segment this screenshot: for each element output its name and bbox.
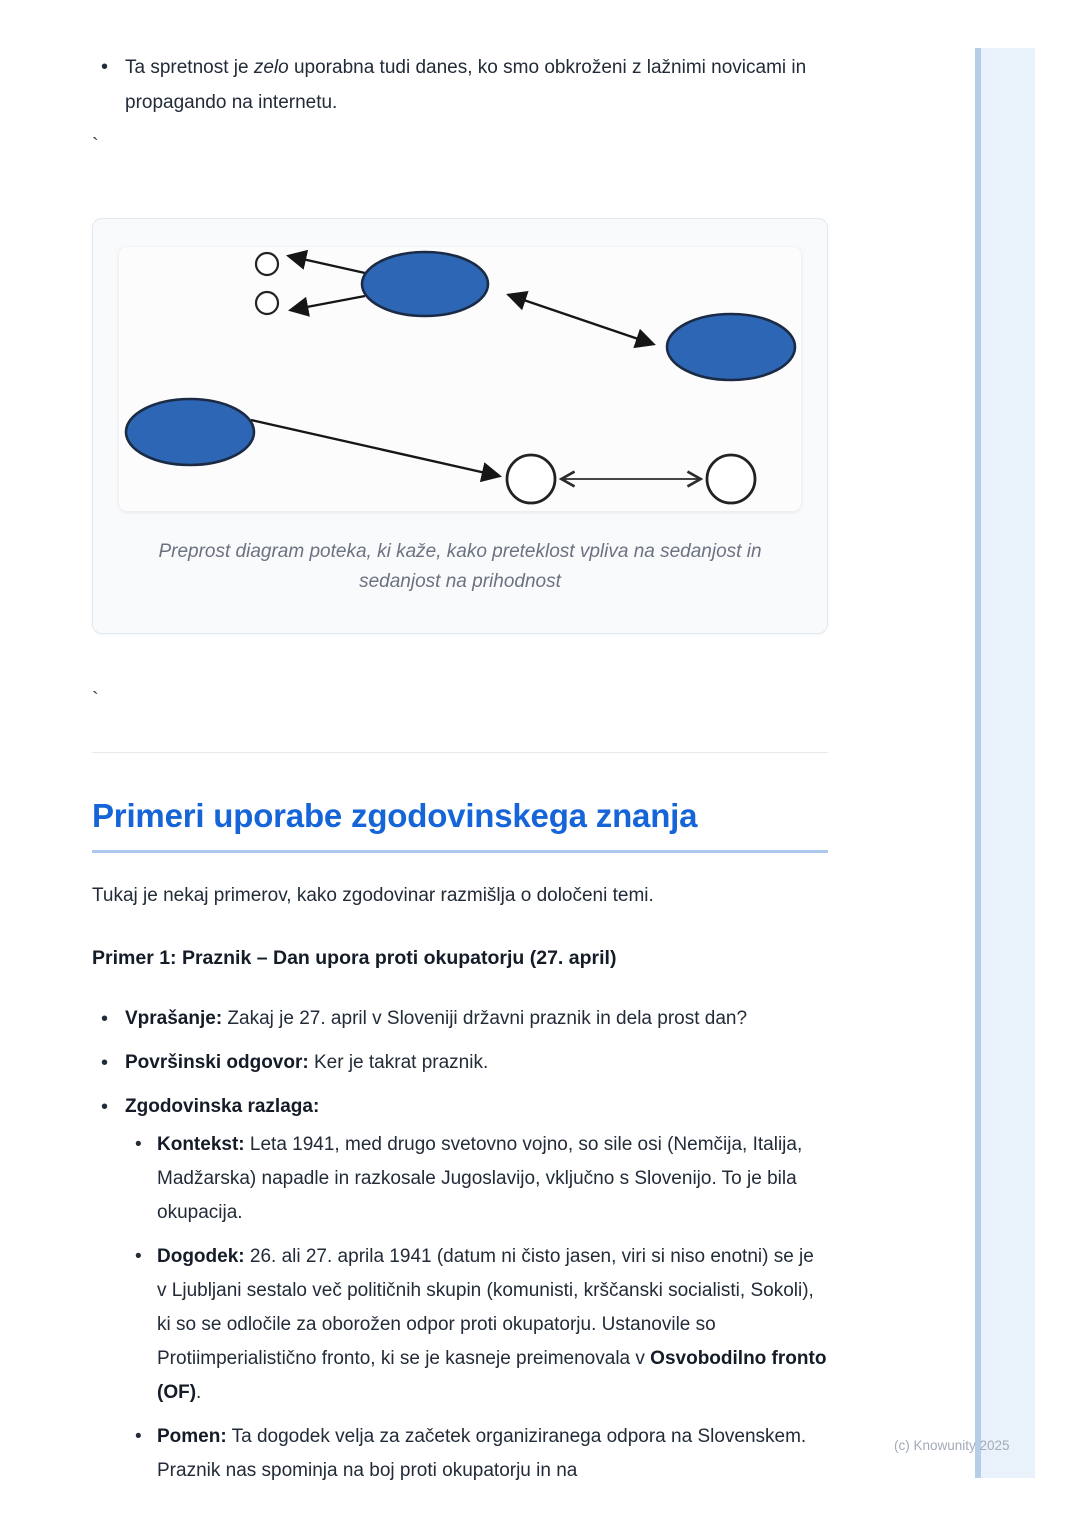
bullet-tail-after: . (196, 1382, 202, 1403)
stray-backtick: ` (92, 689, 99, 711)
intro-text-pre: Ta spretnost je (125, 57, 254, 78)
list-item-surface-answer (125, 1046, 828, 1080)
figure-caption-line1: Preprost diagram poteka, ki kaže, kako preteklost vpliva na sedanjost in (158, 541, 762, 562)
page-title: Primeri uporabe zgodovinskega znanja (92, 797, 828, 853)
copyright-text: (c) Knowunity 2025 (894, 1438, 1010, 1453)
bullet-text: Zakaj je 27. april v Sloveniji državni praznik in dela prost dan? (222, 1008, 748, 1029)
bullet-label: Pomen: (157, 1426, 227, 1447)
diagram-node-future-circle (707, 455, 755, 503)
scroll-track[interactable] (975, 48, 1035, 1478)
bullet-label: Vprašanje: (125, 1008, 223, 1029)
bullet-text: 26. ali 27. aprila 1941 (datum ni čisto jasen, viri si niso enotni) se je v Ljubljani sestalo več političnih skupin (komunisti, krščanski socialisti, Sokoli), ki so se odločile za oborožen odpor proti okupatorju. Ustanovile so Protiimperialistično fronto, ki se je kasneje preimenovala v (157, 1246, 814, 1369)
figure-card (92, 218, 828, 634)
list-item-context (157, 1128, 828, 1230)
example-bullet-list (92, 1002, 828, 1488)
bullet-text: Ker je takrat praznik. (308, 1052, 489, 1073)
figure-caption (93, 537, 827, 597)
diagram-node-small-circle-2 (256, 292, 278, 314)
intro-bullet-list (92, 50, 828, 120)
list-item-question (125, 1002, 828, 1036)
example-heading: Primer 1: Praznik – Dan upora proti okupatorju (27. april) (92, 947, 617, 969)
bullet-text: Leta 1941, med drugo svetovno vojno, so sile osi (Nemčija, Italija, Madžarska) napadle in razkosale Jugoslavijo, vključno s Slovenijo. To je bila okupacija. (157, 1134, 803, 1223)
bullet-text: Ta dogodek velja za začetek organiziranega odpora na Slovenskem. Praznik nas spominja na boj proti okupatorju in na (157, 1426, 807, 1481)
historical-explanation-sublist (125, 1128, 828, 1488)
bullet-label: Kontekst: (157, 1134, 245, 1155)
arrow-to-bottom-circle (251, 420, 499, 476)
diagram-node-past-left (126, 399, 254, 465)
figure-caption-line2: sedanjost na prihodnost (359, 571, 561, 592)
list-item-event (157, 1240, 828, 1410)
diagram-node-small-circle-1 (256, 253, 278, 275)
diagram-node-past-right (667, 314, 795, 380)
flow-diagram-svg (119, 247, 801, 511)
diagram-node-present-circle (507, 455, 555, 503)
bullet-label: Dogodek: (157, 1246, 245, 1267)
stray-backtick: ` (92, 135, 99, 157)
bullet-bold-tail: Osvobodilno fronto (OF) (157, 1348, 827, 1403)
arrow-to-circle-1 (289, 256, 365, 273)
double-arrow-top (509, 295, 653, 344)
diagram-node-past-top (362, 252, 488, 316)
flow-diagram-image (119, 247, 801, 511)
section-divider (92, 752, 828, 753)
list-item (125, 50, 828, 120)
list-item-meaning (157, 1420, 828, 1488)
bullet-label: Zgodovinska razlaga: (125, 1096, 320, 1117)
section-intro-text: Tukaj je nekaj primerov, kako zgodovinar razmišlja o določeni temi. (92, 885, 654, 906)
arrow-to-circle-2 (291, 296, 365, 310)
bullet-label: Površinski odgovor: (125, 1052, 309, 1073)
list-item-historical-explanation (125, 1090, 828, 1488)
intro-text-post: uporabna tudi danes, ko smo obkroženi z lažnimi novicami in propagando na internetu. (125, 57, 807, 113)
content-column (92, 0, 828, 1498)
intro-text-italic: zelo (253, 57, 289, 78)
